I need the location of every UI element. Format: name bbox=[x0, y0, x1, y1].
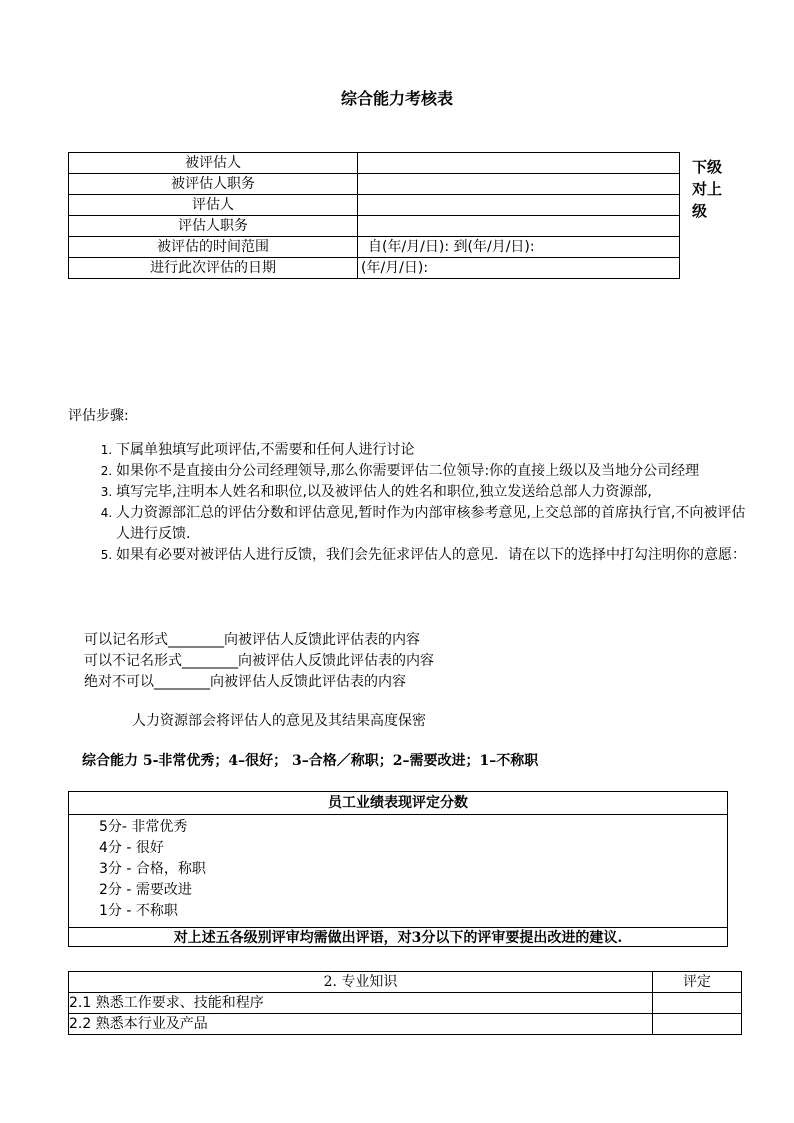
list-item: 5. 如果有必要对被评估人进行反馈，我们会先征求评估人的意见．请在以下的选择中打勾注明你的意愿： bbox=[116, 545, 756, 566]
list-item: 2. 如果你不是直接由分公司经理领导,那么你需要评估二位领导:你的直接上级以及当地分公司经理 bbox=[116, 461, 756, 482]
feedback-option[interactable]: 可以记名形式________向被评估人反馈此评估表的内容 bbox=[84, 632, 420, 648]
side-note-line: 下级 bbox=[692, 158, 723, 176]
score-level: 4分 - 很好 bbox=[99, 840, 164, 856]
page-title: 综合能力考核表 bbox=[340, 89, 453, 108]
list-item: 3. 填写完毕,注明本人姓名和职位,以及被评估人的姓名和职位,独立发送给总部人力资源部, bbox=[116, 482, 756, 503]
info-value[interactable] bbox=[358, 195, 680, 216]
steps-list bbox=[90, 440, 756, 566]
score-header: 员工业绩表现评定分数 bbox=[69, 792, 727, 815]
side-note bbox=[692, 156, 732, 222]
score-level: 5分- 非常优秀 bbox=[99, 819, 188, 835]
score-level: 2分 - 需要改进 bbox=[99, 882, 192, 898]
info-value[interactable] bbox=[358, 153, 680, 174]
rating-scale: 综合能力 5-非常优秀；4–很好； 3–合格／称职；2–需要改进；1–不称职 bbox=[82, 753, 539, 769]
table-row bbox=[69, 237, 680, 258]
info-value[interactable] bbox=[358, 174, 680, 195]
info-label: 被评估的时间范围 bbox=[69, 237, 358, 258]
score-box bbox=[68, 791, 728, 947]
info-label: 评估人 bbox=[69, 195, 358, 216]
score-level: 1分 - 不称职 bbox=[99, 903, 178, 919]
table-row bbox=[69, 174, 680, 195]
table-row bbox=[69, 1014, 742, 1035]
feedback-option[interactable]: 绝对不可以________向被评估人反馈此评估表的内容 bbox=[84, 674, 406, 690]
table-row bbox=[69, 258, 680, 279]
table-row bbox=[69, 216, 680, 237]
table-row bbox=[69, 195, 680, 216]
info-label: 被评估人职务 bbox=[69, 174, 358, 195]
table-row bbox=[69, 972, 742, 993]
info-label: 被评估人 bbox=[69, 153, 358, 174]
side-note-line: 对上 bbox=[692, 180, 723, 198]
table-row bbox=[69, 993, 742, 1014]
confidentiality-note: 人力资源部会将评估人的意见及其结果高度保密 bbox=[132, 713, 426, 729]
info-value[interactable]: 自(年/月/日): 到(年/月/日): bbox=[358, 237, 680, 258]
list-item: 1. 下属单独填写此项评估,不需要和任何人进行讨论 bbox=[116, 440, 756, 461]
skill-header: 2. 专业知识 bbox=[69, 972, 653, 993]
score-levels bbox=[69, 815, 727, 927]
list-item: 4. 人力资源部汇总的评估分数和评估意见,暂时作为内部审核参考意见,上交总部的首席执行官,不向被评估人进行反馈. bbox=[116, 503, 756, 545]
feedback-option[interactable]: 可以不记名形式________向被评估人反馈此评估表的内容 bbox=[84, 653, 434, 669]
evaluation-info-table bbox=[68, 152, 680, 279]
skill-item: 2.1 熟悉工作要求、技能和程序 bbox=[69, 993, 653, 1014]
skill-table bbox=[68, 971, 742, 1035]
rate-cell[interactable] bbox=[653, 1014, 742, 1035]
info-label: 进行此次评估的日期 bbox=[69, 258, 358, 279]
table-row bbox=[69, 153, 680, 174]
skill-item: 2.2 熟悉本行业及产品 bbox=[69, 1014, 653, 1035]
steps-title: 评估步骤: bbox=[68, 408, 129, 424]
rate-cell[interactable] bbox=[653, 993, 742, 1014]
side-note-line: 级 bbox=[692, 202, 708, 220]
info-value[interactable]: (年/月/日): bbox=[358, 258, 680, 279]
score-footer: 对上述五各级别评审均需做出评语，对3分以下的评审要提出改进的建议. bbox=[69, 927, 727, 948]
info-value[interactable] bbox=[358, 216, 680, 237]
info-label: 评估人职务 bbox=[69, 216, 358, 237]
rate-header: 评定 bbox=[653, 972, 742, 993]
score-level: 3分 - 合格，称职 bbox=[99, 861, 206, 877]
